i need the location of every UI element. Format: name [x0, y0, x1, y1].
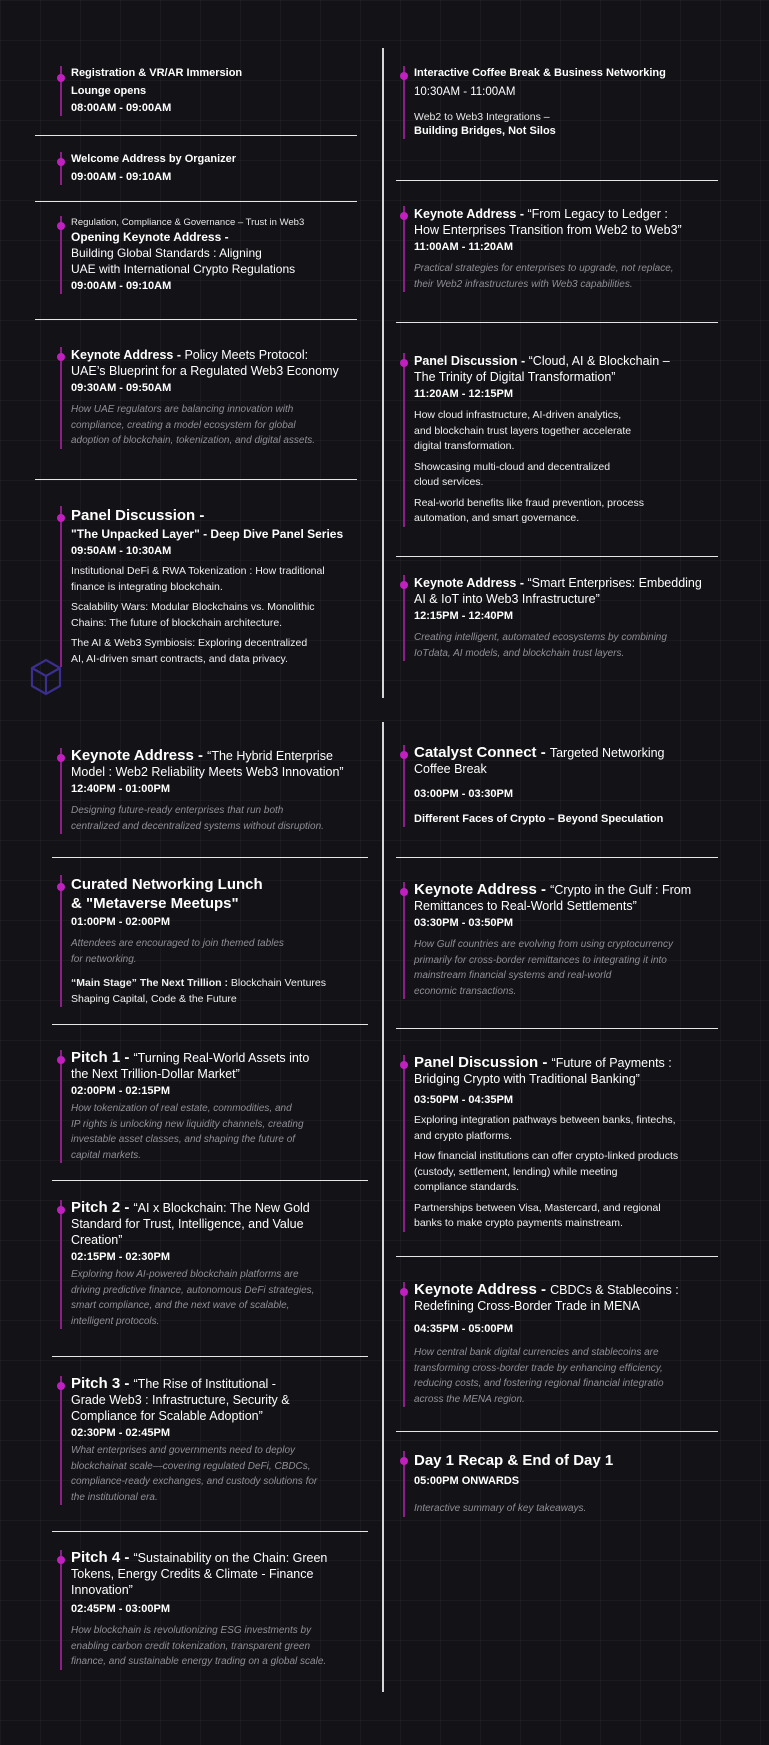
- session-pitch-2: [60, 1200, 391, 1329]
- session-title: Welcome Address by Organizer: [71, 153, 237, 165]
- divider: [35, 319, 357, 320]
- session-subtitle: “AI x Blockchain: The New Gold Standard for Trust, Intelligence, and Value Creation”: [71, 1201, 310, 1247]
- session-track: Regulation, Compliance & Governance – Trust in Web3: [71, 217, 305, 228]
- session-legacy-ledger: [403, 206, 734, 292]
- divider: [396, 1028, 718, 1029]
- divider: [35, 201, 357, 202]
- session-welcome: [60, 152, 361, 185]
- center-divider-top: [382, 48, 384, 698]
- session-subtitle: “The Rise of Institutional - Grade Web3 : Infrastructure, Security & Compliance for Scalable Adoption”: [71, 1377, 290, 1423]
- session-description: Interactive summary of key takeaways.: [414, 1503, 587, 1514]
- session-subtitle: “Smart Enterprises: Embedding AI & IoT into Web3 Infrastructure”: [414, 576, 702, 606]
- session-subtitle: “Crypto in the Gulf : From Remittances to Real-World Settlements”: [414, 883, 692, 913]
- divider: [396, 1256, 718, 1257]
- divider: [396, 322, 718, 323]
- bullet: Institutional DeFi & RWA Tokenization : How traditional finance is integrating blockchain.: [71, 565, 325, 593]
- session-time: 09:00AM - 09:10AM: [71, 171, 172, 183]
- session-time: 10:30AM - 11:00AM: [414, 86, 516, 98]
- session-title: Keynote Address -: [414, 881, 551, 898]
- session-title: Registration & VR/AR Immersion: [71, 67, 243, 79]
- session-cbdcs: [403, 1282, 734, 1407]
- divider: [52, 1356, 368, 1357]
- session-time: 02:30PM - 02:45PM: [71, 1427, 171, 1439]
- session-subtitle: “From Legacy to Ledger : How Enterprises Transition from Web2 to Web3”: [414, 207, 682, 237]
- session-title: Pitch 1 -: [71, 1049, 134, 1066]
- session-note: Web2 to Web3 Integrations –: [414, 111, 550, 123]
- session-opening-keynote: [60, 216, 371, 294]
- session-description: How central bank digital currencies and stablecoins are transforming cross-border trade by enhancing efficiency, reducing costs, and fostering regional financial integratio across the MENA region.: [414, 1347, 664, 1405]
- session-subtitle: Policy Meets Protocol: UAE’s Blueprint for a Regulated Web3 Economy: [71, 348, 339, 378]
- session-title: Day 1 Recap & End of Day 1: [414, 1452, 614, 1469]
- session-subtitle: “Future of Payments : Bridging Crypto with Traditional Banking”: [414, 1056, 672, 1086]
- session-title: Panel Discussion -: [414, 1054, 552, 1071]
- session-time: 03:50PM - 04:35PM: [414, 1094, 514, 1106]
- bullet: The AI & Web3 Symbiosis: Exploring decentralized AI, AI-driven smart contracts, and data privacy.: [71, 637, 308, 665]
- session-description: How tokenization of real estate, commodities, and IP rights is unlocking new liquidity channels, creating investable asset classes, and shaping the future of capital markets.: [71, 1103, 304, 1161]
- session-time: 09:30AM - 09:50AM: [71, 382, 172, 394]
- session-title: Curated Networking Lunch & "Metaverse Meetups": [71, 876, 263, 912]
- session-note-2: Building Bridges, Not Silos: [414, 125, 556, 137]
- session-subtitle: CBDCs & Stablecoins : Redefining Cross-Border Trade in MENA: [414, 1283, 679, 1313]
- bullet: Real-world benefits like fraud prevention, process automation, and smart governance.: [414, 496, 644, 524]
- session-description: Exploring how AI-powered blockchain platforms are driving predictive finance, autonomous DeFi strategies, smart compliance, and the next wave of scalable, intelligent protocols.: [71, 1269, 315, 1327]
- session-coffee-break: [403, 66, 734, 139]
- divider: [396, 556, 718, 557]
- session-subtitle: Building Global Standards : Aligning UAE with International Crypto Regulations: [71, 246, 296, 276]
- session-description: Creating intelligent, automated ecosystems by combining IoTdata, AI models, and blockchain trust layers.: [414, 632, 667, 659]
- divider: [52, 857, 368, 858]
- session-networking-lunch: [60, 875, 391, 1007]
- session-hybrid-enterprise: [60, 748, 391, 834]
- session-title: Pitch 2 -: [71, 1199, 134, 1216]
- session-title: Catalyst Connect -: [414, 744, 550, 761]
- session-time: 11:20AM - 12:15PM: [414, 388, 514, 400]
- session-policy-keynote: [60, 347, 381, 449]
- session-panel-cloud: [403, 353, 734, 527]
- session-catalyst-connect: [403, 745, 734, 827]
- divider: [35, 135, 357, 136]
- session-title: Panel Discussion -: [71, 507, 205, 524]
- session-note-title: “Main Stage” The Next Trillion :: [71, 977, 231, 989]
- session-title: Keynote Address -: [414, 1281, 551, 1298]
- session-description: How Gulf countries are evolving from using cryptocurrency primarily for cross-border remittances to integrating it into mainstream financial systems and real-world economic transactions.: [414, 939, 673, 997]
- session-title: Pitch 3 -: [71, 1375, 134, 1392]
- session-description: How UAE regulators are balancing innovation with compliance, creating a model ecosystem for global adoption of blockchain, tokenization, and digital assets.: [71, 404, 316, 446]
- session-title: Pitch 4 -: [71, 1549, 134, 1566]
- session-time: 05:00PM ONWARDS: [414, 1475, 520, 1487]
- session-description: Practical strategies for enterprises to upgrade, not replace, their Web2 infrastructures with Web3 capabilities.: [414, 263, 674, 290]
- bullet: Scalability Wars: Modular Blockchains vs. Monolithic Chains: The future of blockchain architecture.: [71, 601, 315, 629]
- bullet: How financial institutions can offer crypto-linked products (custody, settlement, lending) while meeting compliance standards.: [414, 1150, 679, 1193]
- session-day1-recap: [403, 1451, 734, 1517]
- session-subtitle: “Sustainability on the Chain: Green Tokens, Energy Credits & Climate - Finance Innovation”: [71, 1551, 328, 1597]
- session-pitch-4: [60, 1550, 391, 1670]
- session-subtitle: “Cloud, AI & Blockchain – The Trinity of Digital Transformation”: [414, 354, 670, 384]
- session-time: 11:00AM - 11:20AM: [414, 241, 514, 253]
- session-time: 02:45PM - 03:00PM: [71, 1603, 171, 1615]
- divider: [35, 479, 357, 480]
- session-time: 04:35PM - 05:00PM: [414, 1323, 514, 1335]
- session-description: What enterprises and governments need to deploy blockchainat scale—covering regulated DeFi, CBDCs, compliance-ready exchanges, and custody solutions for the institutional era.: [71, 1445, 318, 1503]
- bullet: Showcasing multi-cloud and decentralized cloud services.: [414, 460, 611, 488]
- session-description: Attendees are encouraged to join themed tables for networking.: [71, 938, 284, 965]
- session-title-2: "The Unpacked Layer" - Deep Dive Panel Series: [71, 527, 344, 541]
- session-description: How blockchain is revolutionizing ESG investments by enabling carbon credit tokenization, transparent green finance, and sustainable energy trading on a global scale.: [71, 1625, 327, 1667]
- session-title: Keynote Address -: [414, 207, 528, 221]
- session-title: Keynote Address -: [71, 747, 208, 764]
- session-panel-unpacked: [60, 506, 381, 667]
- session-time: 03:30PM - 03:50PM: [414, 917, 514, 929]
- session-pitch-3: [60, 1376, 391, 1505]
- session-time: 12:15PM - 12:40PM: [414, 610, 514, 622]
- bullet: Exploring integration pathways between banks, fintechs, and crypto platforms.: [414, 1114, 676, 1142]
- session-time: 09:00AM - 09:10AM: [71, 280, 172, 292]
- session-note: Different Faces of Crypto – Beyond Speculation: [414, 813, 664, 825]
- divider: [396, 1431, 718, 1432]
- divider: [52, 1531, 368, 1532]
- bullet: Partnerships between Visa, Mastercard, and regional banks to make crypto payments mainstream.: [414, 1201, 661, 1229]
- session-time: 09:50AM - 10:30AM: [71, 545, 172, 557]
- session-time: 03:00PM - 03:30PM: [414, 788, 514, 800]
- session-description: Designing future-ready enterprises that run both centralized and decentralized systems without disruption.: [71, 805, 324, 832]
- session-time: 12:40PM - 01:00PM: [71, 783, 171, 795]
- session-time: 02:15PM - 02:30PM: [71, 1251, 171, 1263]
- session-subtitle: “Turning Real-World Assets into the Next Trillion-Dollar Market”: [71, 1051, 310, 1081]
- session-note: Blockchain Ventures Shaping Capital, Code & the Future: [71, 977, 327, 1005]
- bullet: How cloud infrastructure, AI-driven analytics, and blockchain trust layers together accelerate digital transformation.: [414, 409, 632, 452]
- session-registration: [60, 66, 361, 116]
- divider: [52, 1180, 368, 1181]
- divider: [52, 1024, 368, 1025]
- session-title: Interactive Coffee Break & Business Networking: [414, 67, 666, 79]
- session-time: 02:00PM - 02:15PM: [71, 1085, 171, 1097]
- session-subtitle: Targeted Networking Coffee Break: [414, 746, 665, 776]
- session-title: Keynote Address -: [414, 576, 528, 590]
- divider: [396, 857, 718, 858]
- session-time: 08:00AM - 09:00AM: [71, 102, 172, 114]
- session-time: 01:00PM - 02:00PM: [71, 916, 171, 928]
- session-future-payments: [403, 1055, 734, 1232]
- session-crypto-gulf: [403, 882, 734, 999]
- divider: [396, 180, 718, 181]
- session-title-2: Lounge opens: [71, 85, 147, 97]
- session-pitch-1: [60, 1050, 391, 1163]
- session-subtitle: “The Hybrid Enterprise Model : Web2 Reliability Meets Web3 Innovation”: [71, 749, 344, 779]
- session-title: Panel Discussion -: [414, 354, 529, 368]
- session-title: Opening Keynote Address -: [71, 230, 229, 244]
- session-title: Keynote Address -: [71, 348, 185, 362]
- session-smart-enterprises: [403, 575, 734, 661]
